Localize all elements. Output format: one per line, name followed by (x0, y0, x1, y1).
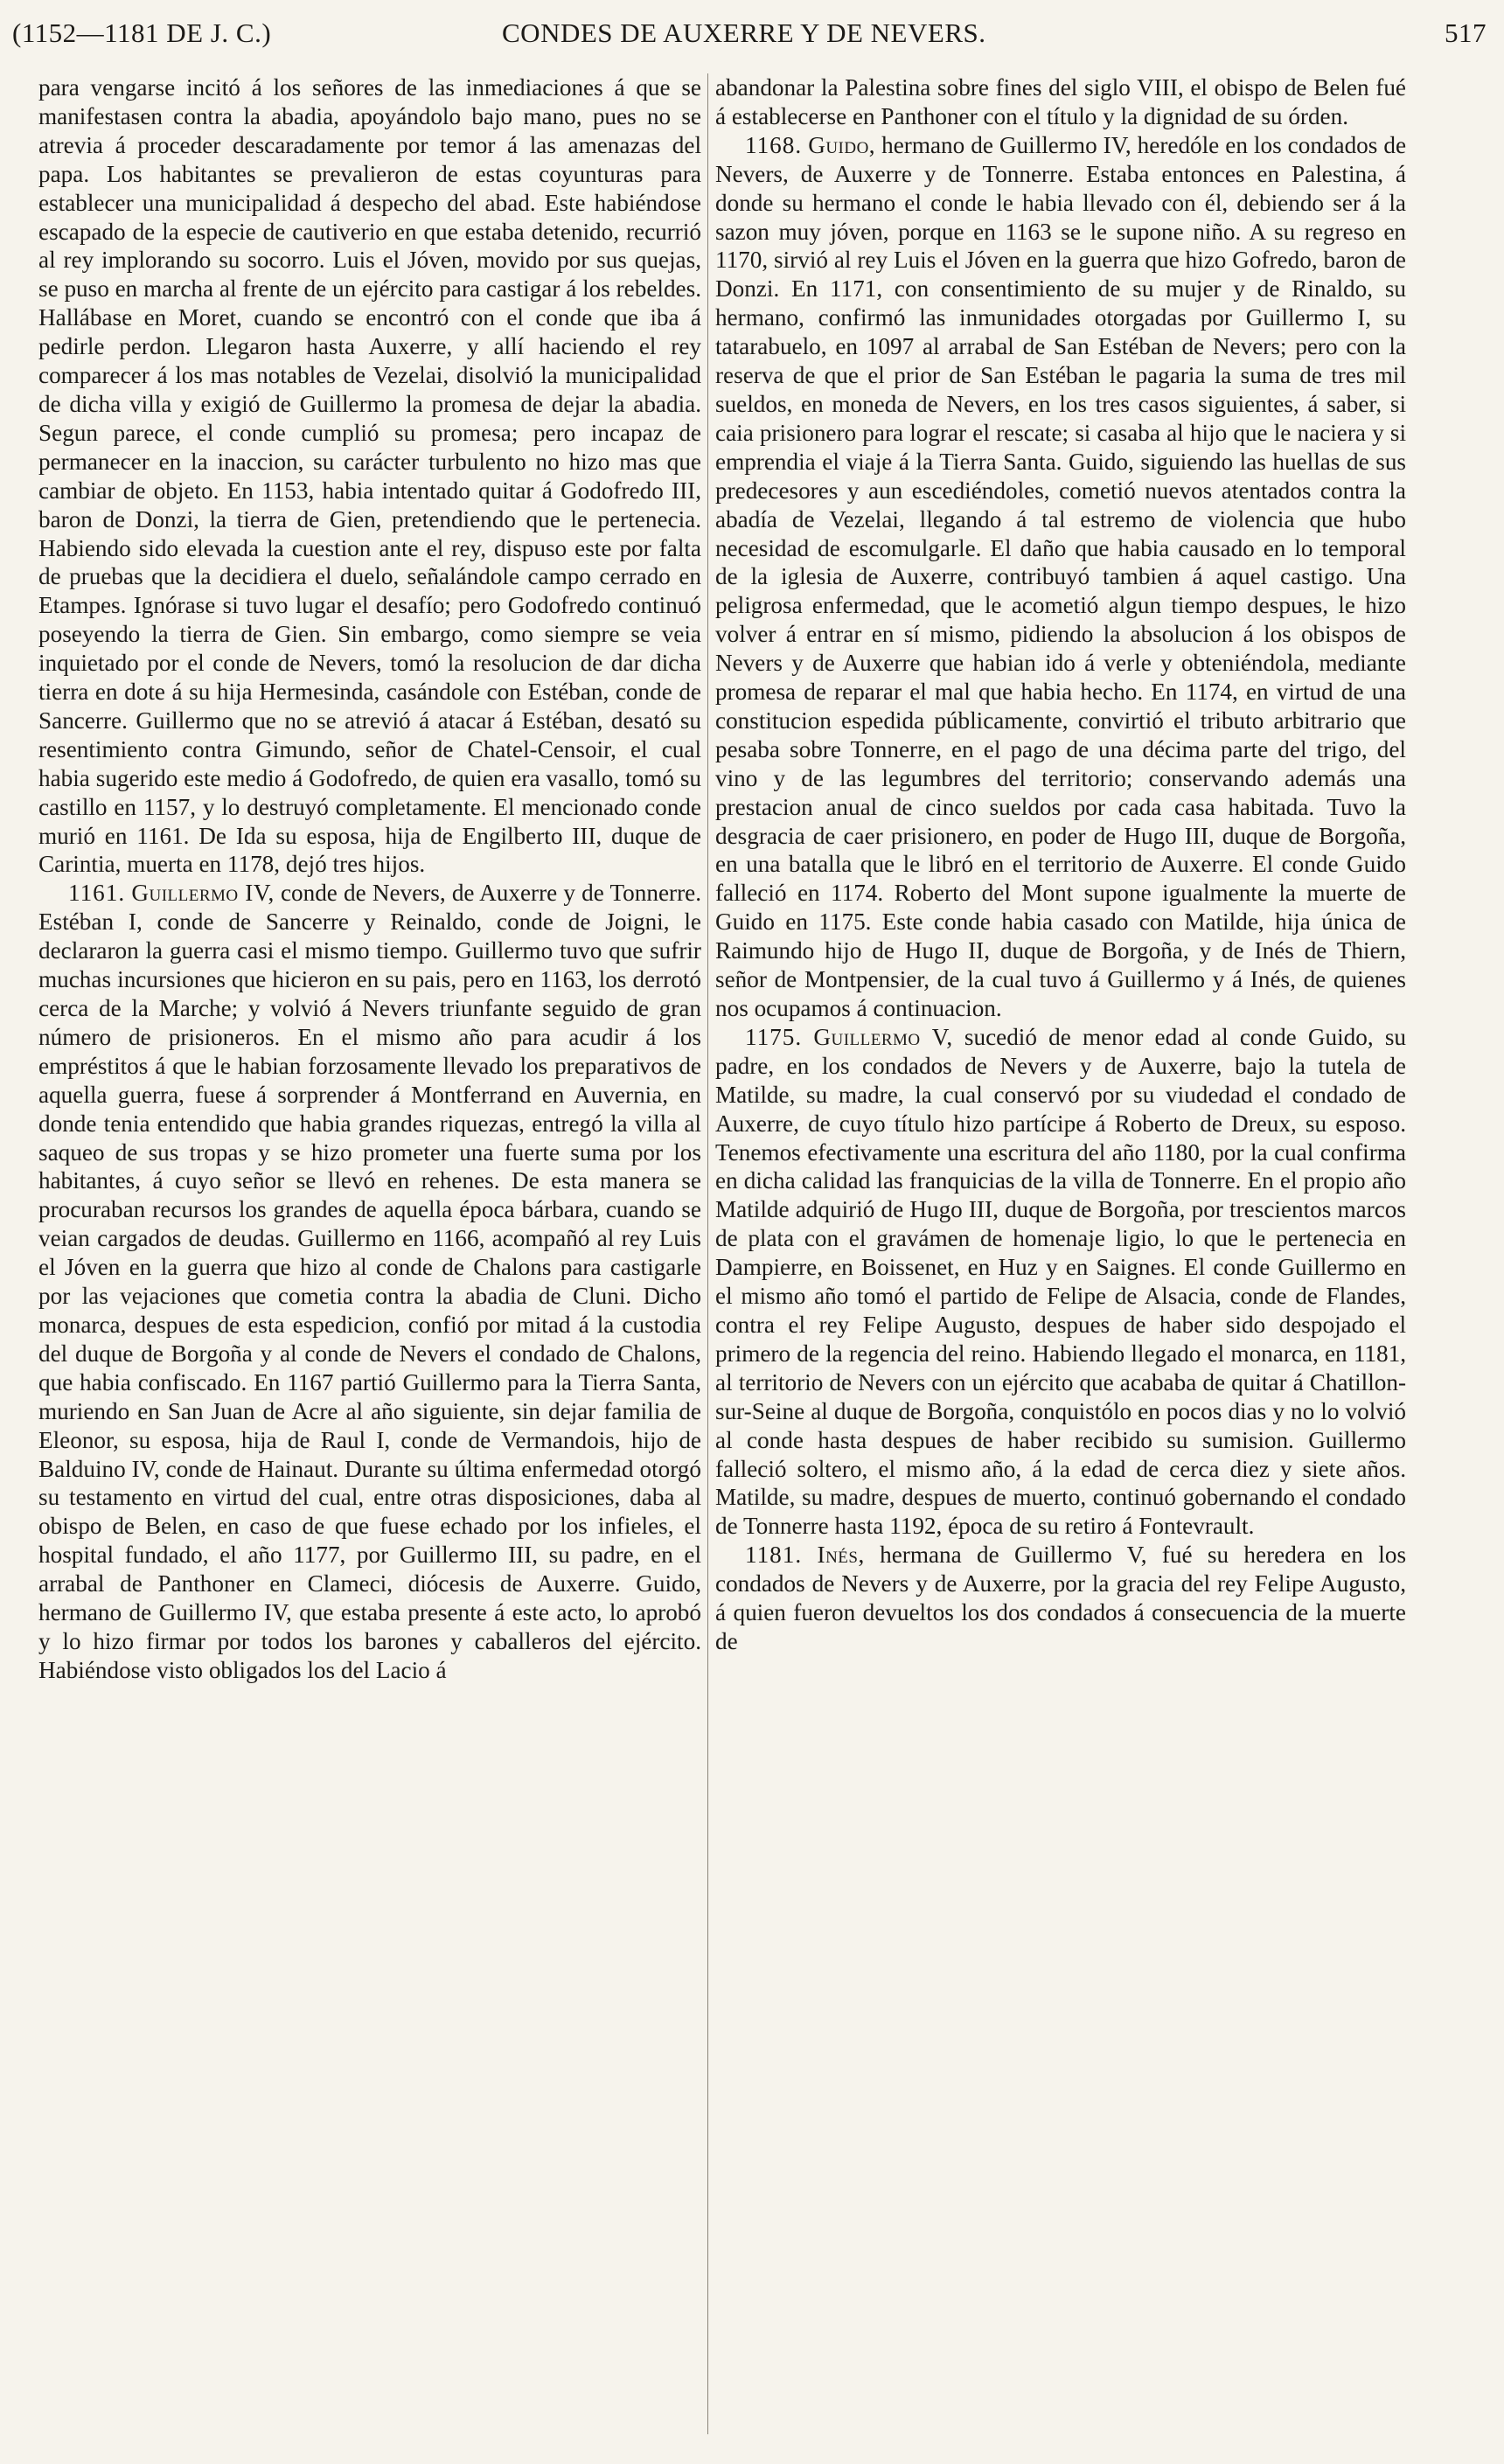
entry-year: 1168. (745, 131, 803, 158)
paragraph-continued: para vengarse incitó á los señores de las inmediaciones á que se manifestasen contra la abadia, apoyándolo bajo mano, pues no se atrevia á proceder descaradamente por temor á las amenazas del papa. Los habitantes se prevalieron de estas coyunturas para establecer una municipalidad á despecho del abad. Este habiéndose escapado de la especie de cautiverio en que estaba detenido, recurrió al rey implorando su socorro. Luis el Jóven, movido por sus quejas, se puso en marcha al frente de un ejército para castigar á los rebeldes. Hallábase en Moret, cuando se encontró con el conde que iba á pedirle perdon. Llegaron hasta Auxerre, y allí haciendo el rey comparecer á los mas notables de Vezelai, disolvió la municipalidad de dicha villa y exigió de Guillermo la promesa de dejar la abadia. Segun parece, el conde cumplió su promesa; pero incapaz de permanecer en la inaccion, su carácter turbulento no hizo mas que cambiar de objeto. En 1153, habia intentado quitar á Godofredo III, baron de Donzi, la tierra de Gien, pretendiendo que le pertenecia. Habiendo sido elevada la cuestion ante el rey, dispuso este por falta de pruebas que la decidiera el duelo, señalándole campo cerrado en Etampes. Ignórase si tuvo lugar el desafío; pero Godofredo continuó poseyendo la tierra de Gien. Sin embargo, como siempre se veia inquietado por el conde de Nevers, tomó la resolucion de dar dicha tierra en dote á su hija Hermesinda, casándole con Estéban, conde de Sancerre. Guillermo que no se atrevió á atacar á Estéban, desató su resentimiento contra Gimundo, señor de Chatel-Censoir, el cual habia sugerido este medio á Godofredo, de quien era vasallo, tomó su castillo en 1157, y lo destruyó completamente. El mencionado conde murió en 1161. De Ida su esposa, hija de Engilberto III, duque de Carintia, muerta en 1178, dejó tres hijos. (38, 74, 701, 878)
left-column (38, 73, 701, 2452)
running-head (12, 17, 1492, 59)
date-range: (1152—1181 DE J. C.) (12, 17, 272, 48)
entry-guillermo-v (715, 1023, 1406, 1541)
page-number: 517 (1445, 17, 1487, 48)
column-divider (707, 73, 708, 2434)
entry-text: sucedió de menor edad al conde Guido, su padre, en los condados de Nevers y de Auxerre, bajo la tutela de Matilde, su madre, la cual conservó por su viudedad el condado de Auxerre, de cuyo título hizo partícipe á Roberto de Dreux, su esposo. Tenemos efectivamente una escritura del año 1180, por la cual confirma en dicha calidad las franquicias de la villa de Tonnerre. En el propio año Matilde adquirió de Hugo III, duque de Borgoña, por trescientos marcos de plata con el gravámen de homenaje ligio, lo que le pertenecia en Dampierre, en Boissenet, en Huz y en Saignes. El conde Guillermo en el mismo año tomó el partido de Felipe de Alsacia, conde de Flandes, contra el rey Felipe Augusto, despues de haber sido despojado el primero de la regencia del reino. Habiendo llegado el monarca, en 1181, al territorio de Nevers con un ejército que acababa de quitar á Chatillon-sur-Seine al duque de Borgoña, conquistólo en pocos dias y no lo volvió al conde hasta despues de haber recibido su sumision. Guillermo falleció soltero, el mismo año, á la edad de cerca diez y siete años. Matilde, su madre, despues de muerto, continuó gobernando el condado de Tonnerre hasta 1192, época de su retiro á Fontevrault. (715, 1023, 1406, 1540)
entry-guillermo-iv (38, 879, 701, 1684)
entry-year: 1181. (745, 1542, 803, 1569)
entry-text: hermana de Guillermo V, fué su heredera en los condados de Nevers y de Auxerre, por la gracia del rey Felipe Augusto, á quien fueron devueltos los dos condados á consecuencia de la muerte de (715, 1542, 1406, 1654)
entry-year: 1161. (68, 880, 126, 907)
entry-name: Guillermo IV, (131, 880, 275, 907)
entry-text: conde de Nevers, de Auxerre y de Tonnerre. Estéban I, conde de Sancerre y Reinaldo, conde de Joigni, le declararon la guerra casi el mismo tiempo. Guillermo tuvo que sufrir muchas incursiones que hicieron en su pais, pero en 1163, los derrotó cerca de la Marche; y volvió á Nevers triunfante seguido de gran número de prisioneros. En el mismo año para acudir á los empréstitos á que le habian forzosamente llevado los preparativos de aquella guerra, fuese á sorprender á Montferrand en Auvernia, en donde tenia entendido que habia grandes riquezas, entregó la villa al saqueo de sus tropas y se hizo prometer una fuerte suma por los habitantes, á cuyo señor se llevó en rehenes. De esta manera se procuraban recursos los grandes de aquella época bárbara, cuando se veian cargados de deudas. Guillermo en 1166, acompañó al rey Luis el Jóven en la guerra que hizo al conde de Chalons para castigarle por las vejaciones que cometia contra la abadia de Cluni. Dicho monarca, despues de esta espedicion, confió por mitad á la custodia del duque de Borgoña y al conde de Nevers el condado de Chalons, que habia confiscado. En 1167 partió Guillermo para la Tierra Santa, muriendo en San Juan de Acre al año siguiente, sin dejar familia de Eleonor, su esposa, hija de Raul I, conde de Vermandois, hijo de Balduino IV, conde de Hainaut. Durante su última enfermedad otorgó su testamento en virtud del cual, entre otras disposiciones, daba al obispo de Belen, en caso de que fuese echado por los infieles, el hospital fundado, el año 1177, por Guillermo III, su padre, en el arrabal de Panthoner en Clameci, diócesis de Auxerre. Guido, hermano de Guillermo IV, que estaba presente á este acto, lo aprobó y lo hizo firmar por todos los barones y caballeros del ejército. Habiéndose visto obligados los del Lacio á (38, 880, 701, 1683)
paragraph-continued: abandonar la Palestina sobre fines del siglo VIII, el obispo de Belen fué á establecerse en Panthoner con el título y la dignidad de su órden. (715, 74, 1406, 129)
entry-name: Inés, (817, 1542, 865, 1569)
right-column (715, 73, 1406, 2452)
page-title: CONDES DE AUXERRE Y DE NEVERS. (502, 17, 986, 48)
entry-name: Guido, (808, 131, 876, 158)
entry-text: hermano de Guillermo IV, heredóle en los condados de Nevers, de Auxerre y de Tonnerre. Estaba entonces en Palestina, á donde su hermano el conde le habia llevado con él, debiendo ser á la sazon muy jóven, porque en 1163 se le supone niño. A su regreso en 1170, sirvió al rey Luis el Jóven en la guerra que hizo Gofredo, baron de Donzi. En 1171, con consentimiento de su mujer y de Rinaldo, su hermano, confirmó las inmunidades otorgadas por Guillermo I, su tatarabuelo, en 1097 al arrabal de San Estéban de Nevers; pero con la reserva de que el prior de San Estéban le pagaria la suma de tres mil sueldos, en moneda de Nevers, en los tres casos siguientes, á saber, si caia prisionero para lograr el rescate; si casaba al hijo que le naciera y si emprendia el viaje á la Tierra Santa. Guido, siguiendo las huellas de sus predecesores y aun escediéndoles, cometió nuevos atentados contra la abadía de Vezelai, llegando á tal estremo de violencia que hubo necesidad de escomulgarle. El daño que habia causado en lo temporal de la iglesia de Auxerre, contribuyó tambien á aquel castigo. Una peligrosa enfermedad, que le acometió algun tiempo despues, le hizo volver á entrar en sí mismo, pidiendo la absolucion á los obispos de Nevers y de Auxerre que habian ido á verle y obteniéndola, mediante promesa de reparar el mal que habia hecho. En 1174, en virtud de una constitucion espedida públicamente, convirtió el tributo arbitrario que pesaba sobre Tonnerre, en el pago de una décima parte del trigo, del vino y de las legumbres del territorio; conservando además una prestacion anual de cinco sueldos por cada casa habitada. Tuvo la desgracia de caer prisionero, en poder de Hugo III, duque de Borgoña, en una batalla que le libró en el territorio de Auxerre. El conde Guido falleció en 1174. Roberto del Mont supone igualmente la muerte de Guido en 1175. Este conde habia casado con Matilde, hija única de Raimundo hijo de Hugo II, duque de Borgoña, y de Inés de Thiern, señor de Montpensier, de la cual tuvo á Guillermo y á Inés, de quienes nos ocupamos á continuacion. (715, 131, 1406, 1021)
entry-guido (715, 131, 1406, 1023)
entry-year: 1175. (745, 1023, 803, 1050)
entry-name: Guillermo V, (813, 1023, 953, 1050)
entry-ines (715, 1541, 1406, 1656)
